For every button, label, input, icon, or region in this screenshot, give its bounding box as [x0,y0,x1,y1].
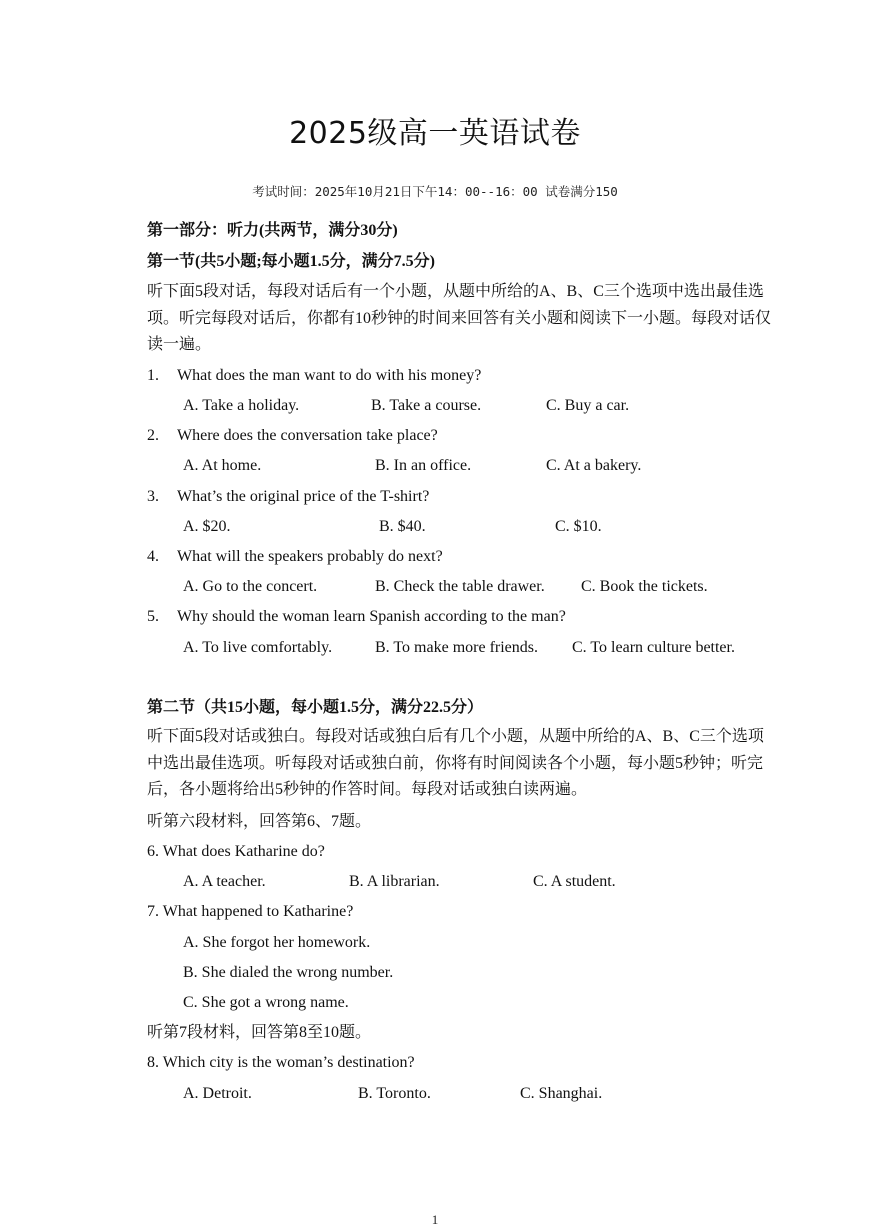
q5-option-b: B. To make more friends. [375,639,538,656]
q8-option-c: C. Shanghai. [520,1085,603,1102]
question-5 [147,605,566,629]
q4-option-c: C. Book the tickets. [581,578,708,595]
q6-option-a: A. A teacher. [183,873,266,890]
q1-option-b: B. Take a course. [371,397,482,414]
question-3 [147,485,429,509]
question-number: 5. [147,608,159,625]
exam-info: 考试时间：2025年10月21日下午14：00--16：00 试卷满分150 [252,184,618,199]
q1-option-a: A. Take a holiday. [183,397,300,414]
question-text: What does the man want to do with his money? [177,367,482,384]
question-6: 6. What does Katharine do? [147,843,325,860]
page-number: 1 [431,1212,439,1227]
q5-option-a: A. To live comfortably. [183,639,333,656]
question-2 [147,424,438,448]
q4-option-b: B. Check the table drawer. [375,578,545,595]
section1-instructions: 听下面5段对话，每段对话后有一个小题，从题中所给的A、B、C三个选项中选出最佳选项。听完每段对话后，你都有10秒钟的时间来回答有关小题和阅读下一小题。每段对话仅读一遍。 [147,283,772,353]
question-4 [147,545,443,569]
q2-option-a: A. At home. [183,457,262,474]
question-text: What’s the original price of the T-shirt? [177,488,430,505]
question-number: 2. [147,427,159,444]
q8-option-b: B. Toronto. [358,1085,431,1102]
q2-option-c: C. At a bakery. [546,457,642,474]
question-8: 8. Which city is the woman’s destination? [147,1054,415,1071]
q1-option-c: C. Buy a car. [546,397,630,414]
q8-option-a: A. Detroit. [183,1085,252,1102]
material-7-note: 听第7段材料，回答第8至10题。 [147,1024,372,1041]
q6-option-c: C. A student. [533,873,616,890]
q5-option-c: C. To learn culture better. [572,639,735,656]
question-number: 4. [147,548,159,565]
question-text: What will the speakers probably do next? [177,548,443,565]
question-1 [147,364,481,388]
q7-option-b: B. She dialed the wrong number. [183,964,394,981]
question-number: 1. [147,367,159,384]
question-7: 7. What happened to Katharine? [147,903,354,920]
q3-option-c: C. $10. [555,518,602,535]
q6-option-b: B. A librarian. [349,873,440,890]
exam-title: 2025级高一英语试卷 [289,116,581,151]
q2-option-b: B. In an office. [375,457,472,474]
q3-option-a: A. $20. [183,518,231,535]
question-number: 3. [147,488,159,505]
q7-option-a: A. She forgot her homework. [183,934,371,951]
q7-option-c: C. She got a wrong name. [183,994,349,1011]
q4-option-a: A. Go to the concert. [183,578,318,595]
section2-heading: 第二节（共15小题，每小题1.5分，满分22.5分） [147,699,484,716]
section1-heading: 第一节(共5小题;每小题1.5分，满分7.5分) [147,253,435,270]
q3-option-b: B. $40. [379,518,426,535]
section2-instructions: 听下面5段对话或独白。每段对话或独白后有几个小题，从题中所给的A、B、C三个选项中选出最佳选项。听每段对话或独白前，你将有时间阅读各个小题，每小题5秒钟；听完后，各小题将给出5秒钟的作答时间。每段对话或独白读两遍。 [147,728,764,798]
material-6-note: 听第六段材料，回答第6、7题。 [147,813,372,830]
part1-heading: 第一部分：听力(共两节，满分30分) [147,222,398,239]
question-text: Where does the conversation take place? [177,427,438,444]
question-text: Why should the woman learn Spanish according to the man? [177,608,566,625]
